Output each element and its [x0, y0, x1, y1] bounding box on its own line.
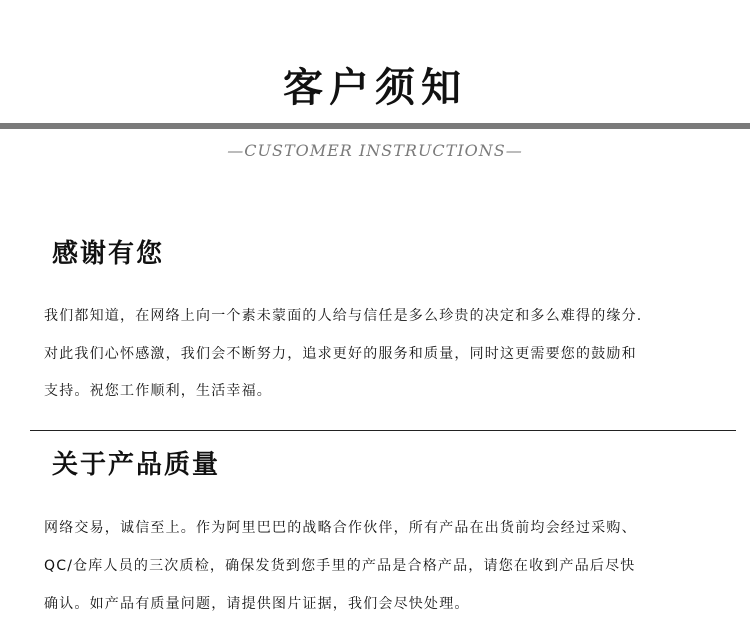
section-heading-thanks: 感谢有您 — [52, 239, 165, 269]
title-rule — [0, 123, 750, 129]
quality-paragraph-line: QC/仓库人员的三次质检，确保发货到您手里的产品是合格产品，请您在收到产品后尽快 — [44, 558, 636, 574]
page-subtitle: —CUSTOMER INSTRUCTIONS— — [227, 141, 523, 160]
quality-paragraph-line: 确认。如产品有质量问题，请提供图片证据，我们会尽快处理。 — [44, 596, 470, 612]
thanks-paragraph-line: 支持。祝您工作顺利，生活幸福。 — [44, 383, 272, 399]
section-heading-quality: 关于产品质量 — [52, 450, 221, 480]
thanks-paragraph-line: 对此我们心怀感激，我们会不断努力，追求更好的服务和质量，同时这更需要您的鼓励和 — [44, 346, 637, 362]
page-title: 客户须知 — [283, 65, 467, 111]
thanks-paragraph-line: 我们都知道，在网络上向一个素未蒙面的人给与信任是多么珍贵的决定和多么难得的缘分. — [44, 308, 643, 324]
section-divider — [30, 430, 736, 431]
quality-paragraph-line: 网络交易，诚信至上。作为阿里巴巴的战略合作伙伴，所有产品在出货前均会经过采购、 — [44, 520, 637, 536]
